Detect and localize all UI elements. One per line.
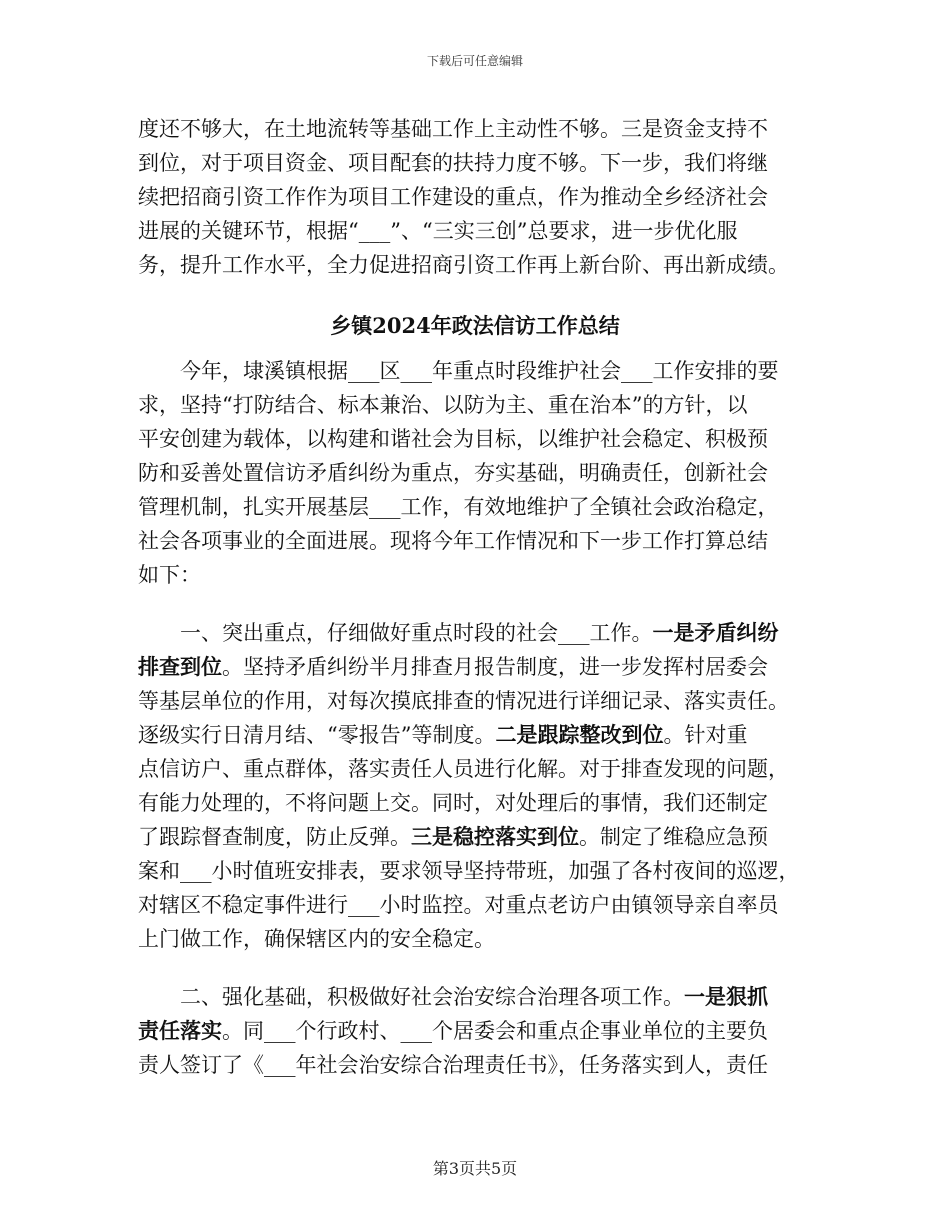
paragraph-line: 点信访户、重点群体，落实责任人员进行化解。对于排查发现的问题， <box>138 757 789 781</box>
section1-line <box>138 652 768 682</box>
paragraph-line: 管理机制，扎实开展基层___工作，有效地维护了全镇社会政治稳定， <box>138 495 779 519</box>
paragraph-line: 对辖区不稳定事件进行___小时监控。对重点老访户由镇领导亲自率员 <box>138 893 779 917</box>
paragraph-line: 案和___小时值班安排表，要求领导坚持带班，加强了各村夜间的巡逻， <box>138 859 800 883</box>
paragraph-line: 到位，对于项目资金、项目配套的扶持力度不够。下一步，我们将继 <box>138 151 768 175</box>
paragraph-line: 等基层单位的作用，对每次摸底排查的情况进行详细记录、落实责任。 <box>138 689 789 713</box>
section2-heading: 二、强化基础，积极做好社会治安综合治理各项工作。 <box>180 985 684 1009</box>
section1-line <box>138 822 768 852</box>
paragraph-line: 平安创建为载体，以构建和谐社会为目标，以维护社会稳定、积极预 <box>138 427 768 451</box>
paragraph-line: 如下： <box>138 563 201 587</box>
paragraph-line: 上门做工作，确保辖区内的安全稳定。 <box>138 927 495 951</box>
page-header: 下载后可任意编辑 <box>426 54 523 68</box>
paragraph-line: 进展的关键环节，根据“___”、“三实三创”总要求，进一步优化服 <box>138 219 738 243</box>
line-text: 。坚持矛盾纠纷半月排查月报告制度，进一步发挥村居委会 <box>222 655 768 679</box>
page-footer: 第3页共5页 <box>432 1159 518 1178</box>
line-text: 。同___个行政村、___个居委会和重点企事业单位的主要负 <box>222 1019 768 1043</box>
bold-point-4: 一是狠抓 <box>684 984 768 1009</box>
document-title: 乡镇2024年政法信访工作总结 <box>330 313 620 338</box>
paragraph-line: 今年，埭溪镇根据___区___年重点时段维护社会___工作安排的要 <box>180 359 779 383</box>
bold-point-1-cont: 排查到位 <box>138 654 222 679</box>
section1-line <box>180 618 779 648</box>
section2-line <box>138 1016 768 1046</box>
bold-point-4-cont: 责任落实 <box>138 1018 222 1043</box>
line-text: 。制定了维稳应急预 <box>579 825 768 849</box>
paragraph-line: 度还不够大，在土地流转等基础工作上主动性不够。三是资金支持不 <box>138 117 768 141</box>
paragraph-line: 务，提升工作水平，全力促进招商引资工作再上新台阶、再出新成绩。 <box>138 253 789 277</box>
paragraph-line: 防和妥善处置信访矛盾纠纷为重点，夯实基础，明确责任，创新社会 <box>138 461 768 485</box>
line-text: 逐级实行日清月结、“零报告”等制度。 <box>138 723 496 747</box>
bold-point-1: 一是矛盾纠纷 <box>652 620 779 645</box>
bold-point-2: 二是跟踪整改到位 <box>495 722 664 747</box>
bold-point-3: 三是稳控落实到位 <box>411 824 579 849</box>
paragraph-line: 求，坚持“打防结合、标本兼治、以防为主、重在治本”的方针，以 <box>138 393 748 417</box>
paragraph-line: 责人签订了《___年社会治安综合治理责任书》，任务落实到人，责任 <box>138 1053 768 1077</box>
section2-line <box>180 982 768 1012</box>
line-text: 了跟踪督查制度，防止反弹。 <box>138 825 411 849</box>
section1-heading: 一、突出重点，仔细做好重点时段的社会___工作。 <box>180 621 653 645</box>
line-text: 。针对重 <box>663 723 748 747</box>
paragraph-line: 社会各项事业的全面进展。现将今年工作情况和下一步工作打算总结 <box>138 529 768 553</box>
section1-line <box>138 720 747 750</box>
paragraph-line: 续把招商引资工作作为项目工作建设的重点，作为推动全乡经济社会 <box>138 185 768 209</box>
paragraph-line: 有能力处理的，不将问题上交。同时，对处理后的事情，我们还制定 <box>138 791 768 815</box>
